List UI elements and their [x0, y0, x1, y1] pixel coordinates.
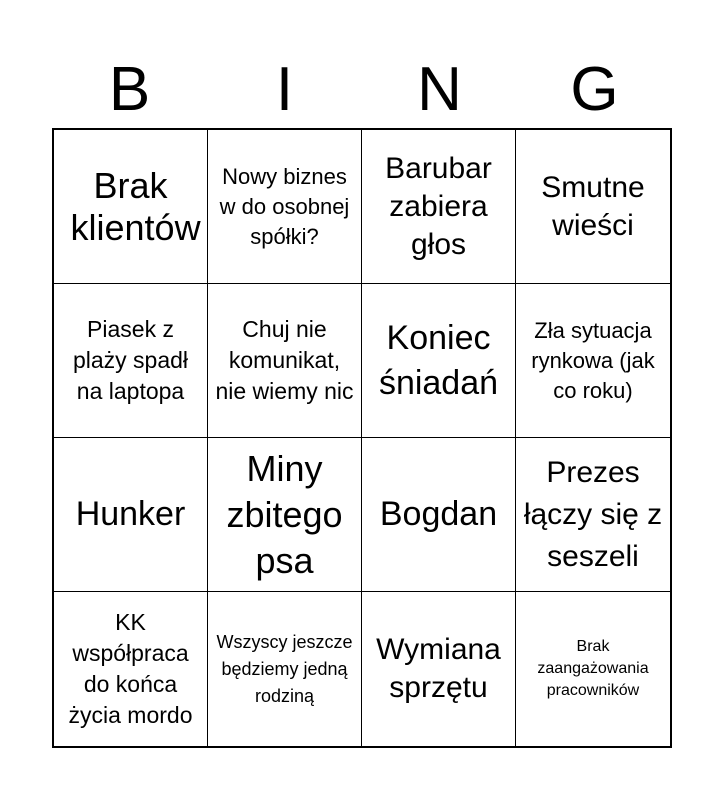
header-letter-n: N	[417, 55, 462, 124]
bingo-cell[interactable]	[54, 130, 208, 284]
cell-text: Brak zaangażowania pracowników	[537, 638, 649, 699]
cell-text: Prezes łączy się z seszeli	[523, 455, 663, 573]
bingo-cell[interactable]	[54, 592, 208, 746]
cell-text: Brak klientów	[70, 164, 201, 248]
bingo-board	[52, 128, 672, 748]
cell-text: Nowy biznes w do osobnej spółki?	[219, 163, 350, 249]
bingo-cell[interactable]	[208, 438, 362, 592]
bingo-cell[interactable]	[54, 438, 208, 592]
bingo-cell[interactable]	[208, 592, 362, 746]
bingo-cell[interactable]	[362, 130, 516, 284]
bingo-cell[interactable]	[362, 438, 516, 592]
bingo-cell[interactable]	[362, 592, 516, 746]
cell-text: Wymiana sprzętu	[376, 633, 501, 704]
header-letter-g: G	[570, 55, 619, 124]
cell-text: Bogdan	[379, 495, 498, 533]
cell-text: Wszyscy jeszcze będziemy jedną rodziną	[216, 631, 353, 706]
cell-text: Koniec śniadań	[378, 318, 499, 402]
bingo-cell[interactable]	[208, 130, 362, 284]
bingo-cell[interactable]	[362, 284, 516, 438]
cell-text: Barubar zabiera głos	[385, 151, 492, 261]
cell-text: Zła sytuacja rynkowa (jak co roku)	[531, 317, 655, 403]
header-letter-b: B	[108, 55, 151, 124]
cell-text: Piasek z plaży spadł na laptopa	[72, 316, 189, 404]
cell-text: Chuj nie komunikat, nie wiemy nic	[215, 316, 354, 404]
cell-text: Smutne wieści	[541, 170, 645, 242]
bingo-header	[52, 52, 672, 128]
bingo-cell[interactable]	[516, 592, 670, 746]
header-letter-i: I	[275, 55, 294, 124]
cell-text: KK współpraca do końca życia mordo	[68, 609, 193, 728]
cell-text: Miny zbitego psa	[226, 447, 343, 581]
bingo-cell[interactable]	[54, 284, 208, 438]
bingo-cell[interactable]	[516, 284, 670, 438]
bingo-cell[interactable]	[516, 130, 670, 284]
bingo-cell[interactable]	[516, 438, 670, 592]
cell-text: Hunker	[75, 495, 186, 533]
bingo-cell[interactable]	[208, 284, 362, 438]
